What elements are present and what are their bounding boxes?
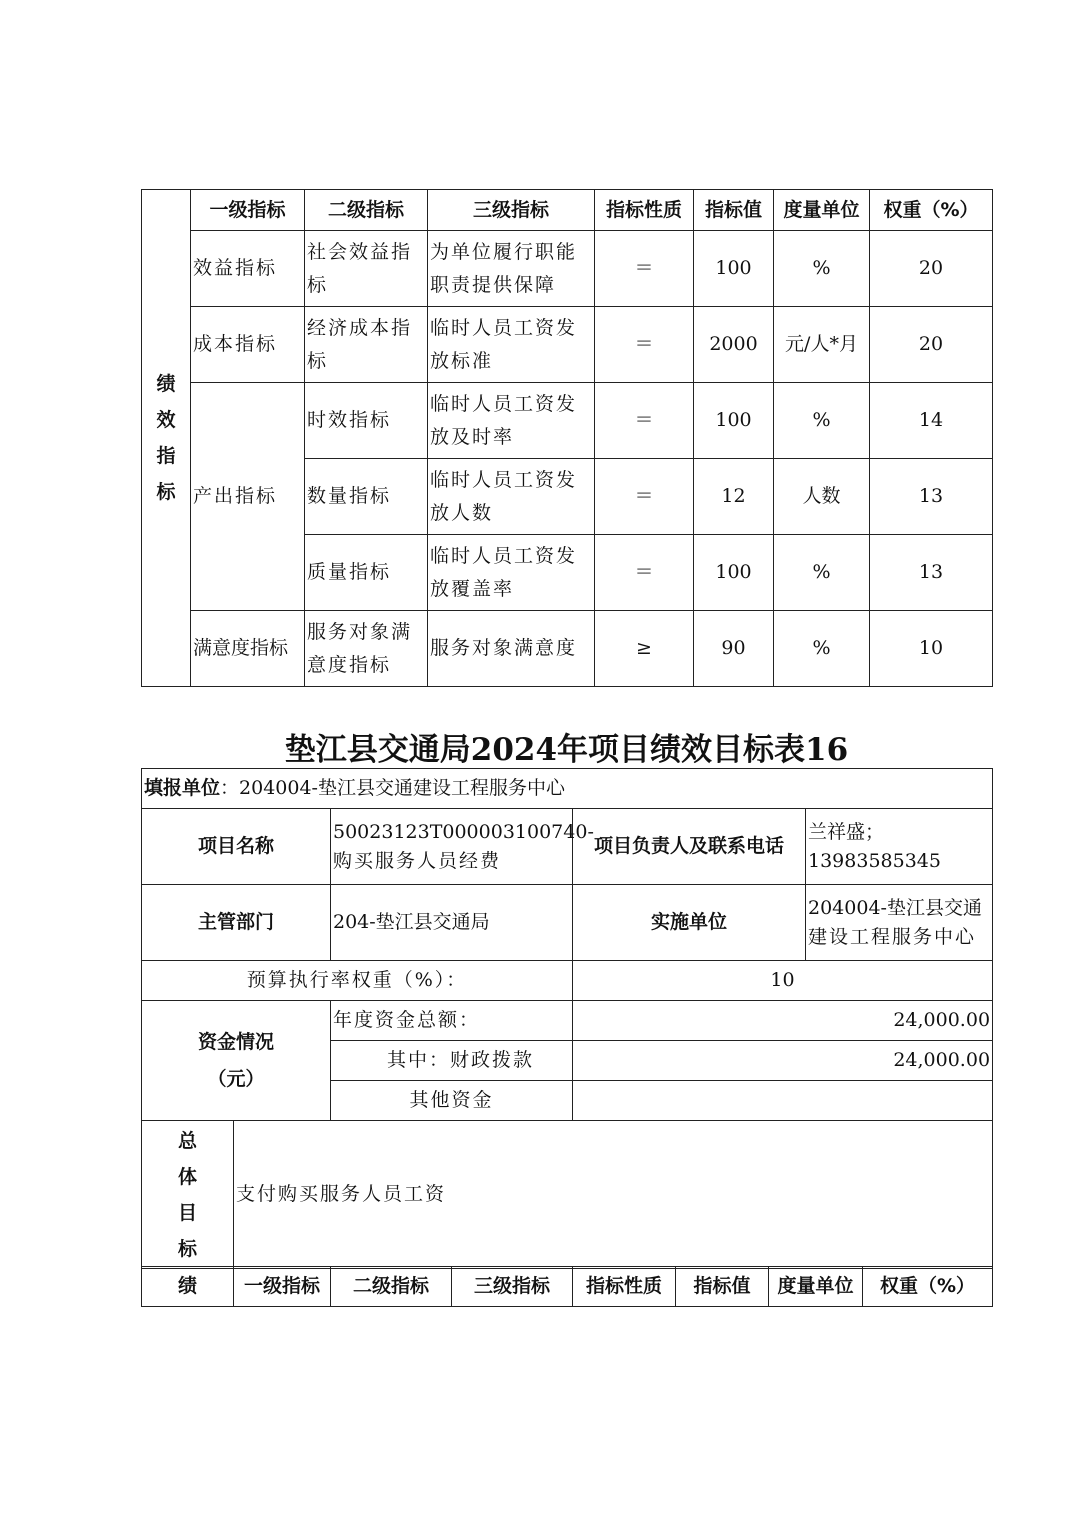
header-level1: 一级指标 [234,1267,331,1307]
header-level2: 二级指标 [331,1267,452,1307]
cell-level1: 效益指标 [191,231,305,307]
cell-level3: 临时人员工资发放及时率 [428,383,595,459]
header-level1: 一级指标 [191,190,305,231]
project-info-table [141,768,993,1269]
table-row [142,231,993,307]
impl-value: 204004-垫江县交通 建设工程服务中心 [806,885,993,961]
cell-level2: 时效指标 [305,383,428,459]
leader-value: 兰祥盛； 13983585345 [806,809,993,885]
cell-level1: 成本指标 [191,307,305,383]
cell-value: 90 [694,611,774,687]
cell-unit: 元/人*月 [774,307,870,383]
cell-level3: 临时人员工资发放标准 [428,307,595,383]
cell-level2: 数量指标 [305,459,428,535]
overall-goal-value: 支付购买服务人员工资 [234,1121,993,1269]
header-weight: 权重（%） [863,1267,993,1307]
header-level3: 三级指标 [428,190,595,231]
annual-funds-label: 年度资金总额： [331,1001,573,1041]
performance-side-label: 绩 [142,1267,234,1307]
header-nature: 指标性质 [595,190,694,231]
cell-unit: 人数 [774,459,870,535]
cell-level3: 临时人员工资发放覆盖率 [428,535,595,611]
table-row [142,383,993,459]
cell-unit: % [774,535,870,611]
cell-level2: 经济成本指标 [305,307,428,383]
header-value: 指标值 [694,190,774,231]
cell-nature: ＝ [595,383,694,459]
header-value: 指标值 [676,1267,769,1307]
cell-level1: 产出指标 [191,383,305,611]
table-row [142,611,993,687]
cell-weight: 20 [870,307,993,383]
impl-label: 实施单位 [573,885,806,961]
header-level2: 二级指标 [305,190,428,231]
fiscal-funds-value: 24,000.00 [573,1041,993,1081]
cell-level2: 服务对象满意度指标 [305,611,428,687]
cell-weight: 20 [870,231,993,307]
filing-unit-value: ：204004-垫江县交通建设工程服务中心 [220,777,565,800]
cell-level1: 满意度指标 [191,611,305,687]
cell-unit: % [774,231,870,307]
filing-unit-label: 填报单位 [144,777,221,800]
table-row [142,307,993,383]
cell-weight: 13 [870,459,993,535]
budget-rate-value: 10 [573,961,993,1001]
performance-side-label: 绩 效 指 标 [142,190,191,687]
cell-level2: 社会效益指标 [305,231,428,307]
cell-unit: % [774,611,870,687]
cell-value: 2000 [694,307,774,383]
filing-unit-row [142,769,993,809]
cell-unit: % [774,383,870,459]
header-unit: 度量单位 [769,1267,863,1307]
cell-level3: 临时人员工资发放人数 [428,459,595,535]
dept-label: 主管部门 [142,885,331,961]
project-name-label: 项目名称 [142,809,331,885]
fiscal-funds-label: 其中：财政拨款 [331,1041,573,1081]
cell-weight: 10 [870,611,993,687]
page-title: 垫江县交通局2024年项目绩效目标表16 [284,732,849,768]
cell-weight: 14 [870,383,993,459]
header-weight: 权重（%） [870,190,993,231]
header-nature: 指标性质 [573,1267,676,1307]
cell-nature: ＝ [595,535,694,611]
cell-level3: 服务对象满意度 [428,611,595,687]
overall-goal-label: 总 体 目 标 [142,1121,234,1269]
cell-nature: ≥ [595,611,694,687]
leader-label: 项目负责人及联系电话 [573,809,806,885]
cell-value: 100 [694,535,774,611]
cell-value: 100 [694,231,774,307]
project-name-value: 50023123T000003100740- 购买服务人员经费 [331,809,573,885]
dept-value: 204-垫江县交通局 [331,885,573,961]
other-funds-label: 其他资金 [331,1081,573,1121]
cell-value: 12 [694,459,774,535]
cell-nature: ＝ [595,231,694,307]
header-level3: 三级指标 [452,1267,573,1307]
budget-rate-label: 预算执行率权重（%）： [142,961,573,1001]
cell-weight: 13 [870,535,993,611]
cell-value: 100 [694,383,774,459]
cell-level2: 质量指标 [305,535,428,611]
other-funds-value [573,1081,993,1121]
cell-nature: ＝ [595,459,694,535]
next-indicator-header-table [141,1266,993,1307]
annual-funds-value: 24,000.00 [573,1001,993,1041]
indicator-table [141,189,993,687]
header-unit: 度量单位 [774,190,870,231]
cell-level3: 为单位履行职能职责提供保障 [428,231,595,307]
funds-label: 资金情况 （元） [142,1001,331,1121]
cell-nature: ＝ [595,307,694,383]
